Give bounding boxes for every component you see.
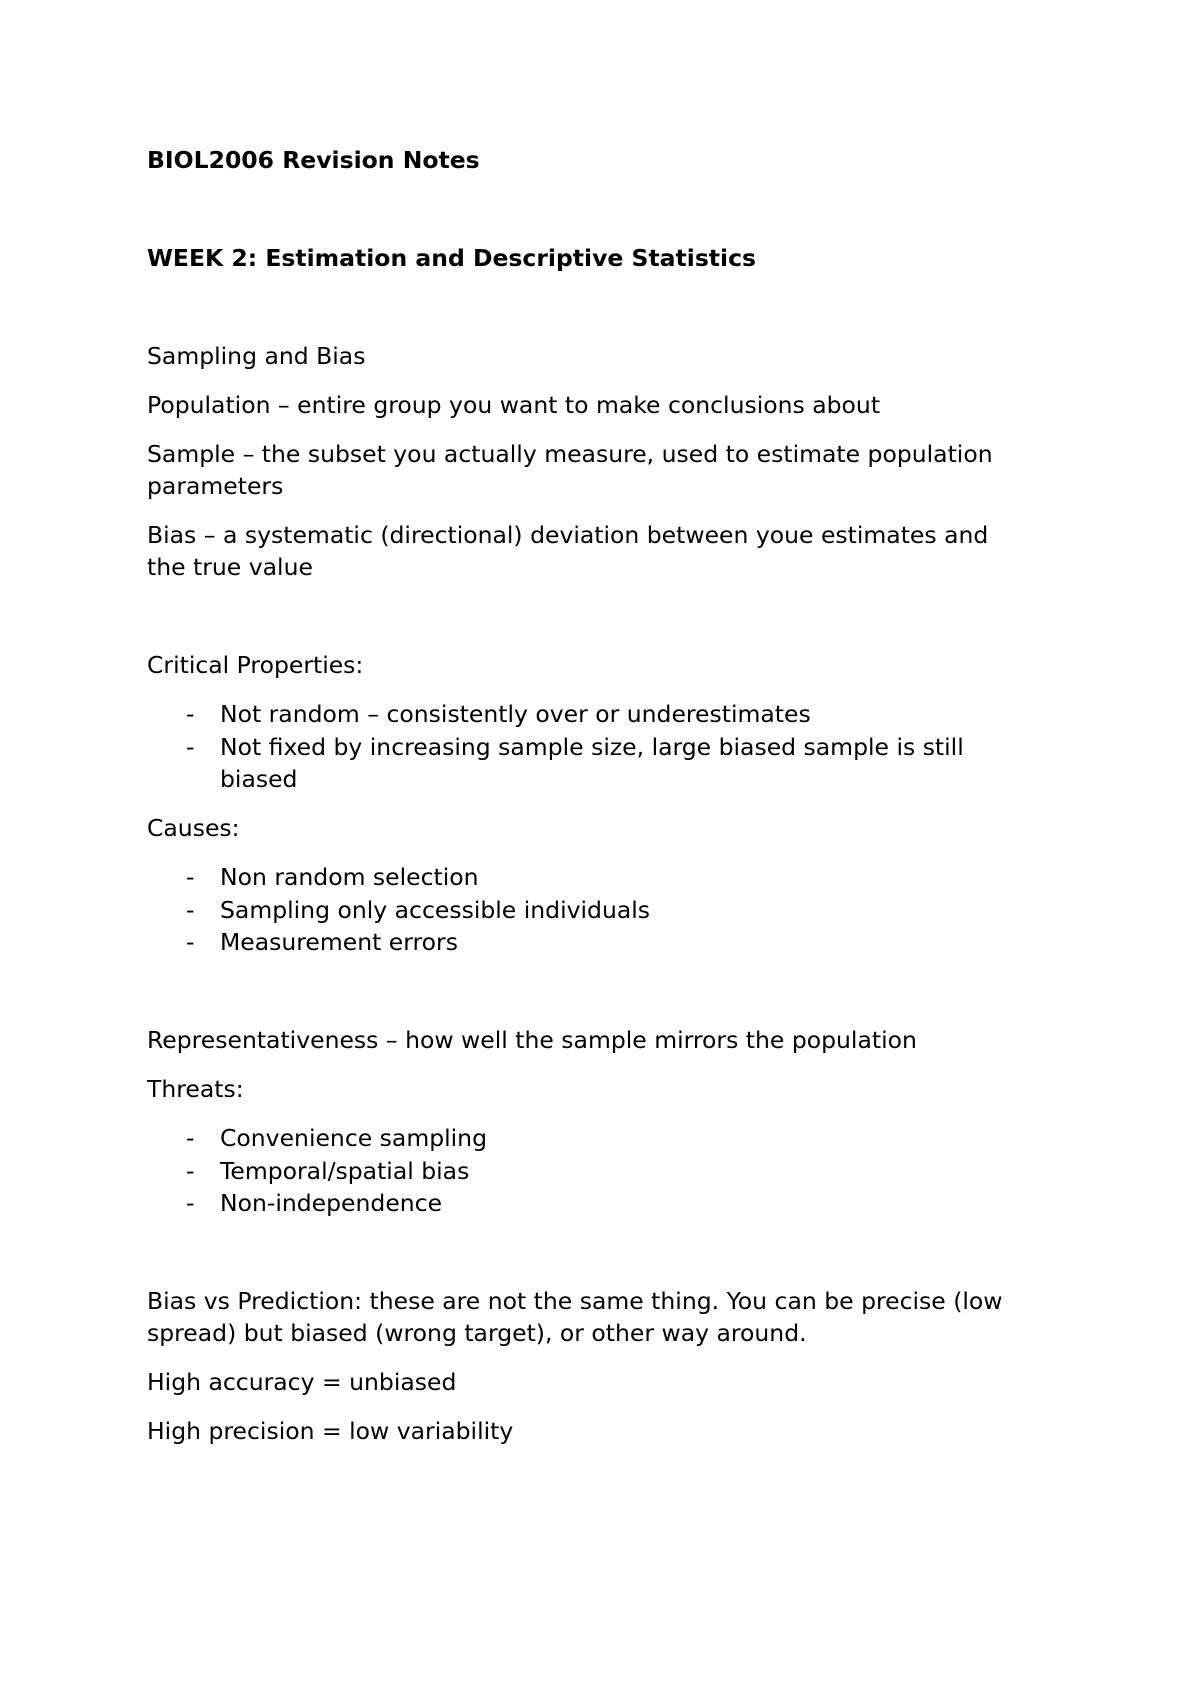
bullet-dash: - bbox=[186, 733, 195, 761]
bias-definition-line2: the true value bbox=[147, 553, 313, 581]
representativeness-definition: Representativeness – how well the sample mirrors the population bbox=[147, 1026, 917, 1054]
list-item-text: Non random selection bbox=[220, 863, 479, 891]
population-definition: Population – entire group you want to make conclusions about bbox=[147, 391, 881, 419]
bullet-dash: - bbox=[186, 928, 195, 956]
critical-properties-heading: Critical Properties: bbox=[147, 651, 364, 679]
list-item-text: Not fixed by increasing sample size, large biased sample is still bbox=[220, 733, 964, 761]
list-item-text: Non-independence bbox=[220, 1189, 443, 1217]
high-accuracy-note: High accuracy = unbiased bbox=[147, 1368, 457, 1396]
high-precision-note: High precision = low variability bbox=[147, 1417, 514, 1445]
list-item-text: Not random – consistently over or underestimates bbox=[220, 700, 811, 728]
section-heading-sampling: Sampling and Bias bbox=[147, 342, 366, 370]
list-item-text: Temporal/spatial bias bbox=[220, 1157, 470, 1185]
bullet-dash: - bbox=[186, 863, 195, 891]
list-item-text: Convenience sampling bbox=[220, 1124, 487, 1152]
sample-definition-line1: Sample – the subset you actually measure, used to estimate population bbox=[147, 440, 993, 468]
bullet-dash: - bbox=[186, 896, 195, 924]
week-heading: WEEK 2: Estimation and Descriptive Statistics bbox=[147, 244, 757, 272]
list-item-text: Sampling only accessible individuals bbox=[220, 896, 651, 924]
bullet-dash: - bbox=[186, 1157, 195, 1185]
bias-vs-prediction-line2: spread) but biased (wrong target), or other way around. bbox=[147, 1319, 807, 1347]
bullet-dash: - bbox=[186, 1124, 195, 1152]
list-item-text: biased bbox=[220, 765, 298, 793]
sample-definition-line2: parameters bbox=[147, 472, 284, 500]
bias-definition-line1: Bias – a systematic (directional) deviation between youe estimates and bbox=[147, 521, 989, 549]
bias-vs-prediction-line1: Bias vs Prediction: these are not the same thing. You can be precise (low bbox=[147, 1287, 1003, 1315]
document-title: BIOL2006 Revision Notes bbox=[147, 146, 480, 174]
list-item-text: Measurement errors bbox=[220, 928, 458, 956]
threats-heading: Threats: bbox=[147, 1075, 244, 1103]
bullet-dash: - bbox=[186, 1189, 195, 1217]
causes-heading: Causes: bbox=[147, 814, 240, 842]
bullet-dash: - bbox=[186, 700, 195, 728]
